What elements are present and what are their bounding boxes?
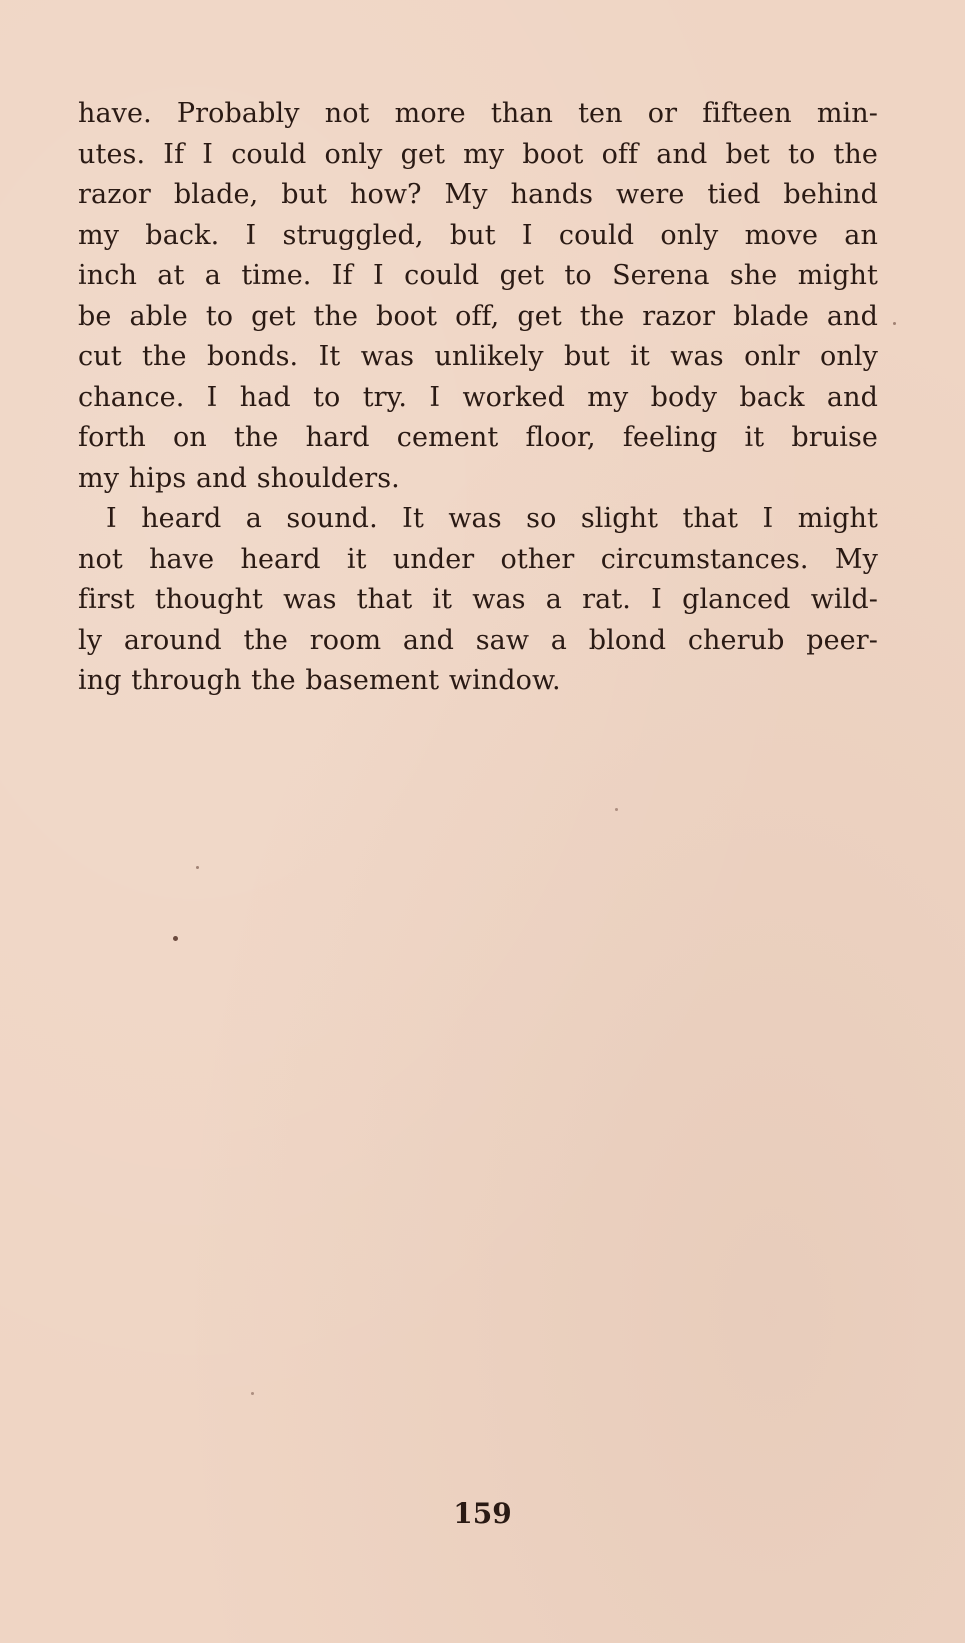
- page-number: 159: [453, 1497, 512, 1530]
- text-line: first thought was that it was a rat. I glanced wild-: [78, 584, 878, 615]
- text-line: I heard a sound. It was so slight that I might: [106, 503, 878, 534]
- text-line: ing through the basement window.: [78, 665, 561, 696]
- paper-speck: [893, 322, 896, 325]
- text-line: chance. I had to try. I worked my body back and: [78, 381, 878, 413]
- paragraph-2: [78, 499, 878, 702]
- paper-speck: [251, 1392, 254, 1395]
- text-line: inch at a time. If I could get to Serena she might: [78, 260, 878, 291]
- text-line: not have heard it under other circumstances. My: [78, 543, 878, 575]
- text-line: my hips and shoulders.: [78, 462, 400, 494]
- text-line: cut the bonds. It was unlikely but it was onlr only: [78, 341, 878, 372]
- text-line: forth on the hard cement floor, feeling it bruise: [78, 422, 878, 453]
- paper-speck: [615, 808, 618, 811]
- text-line: razor blade, but how? My hands were tied behind: [78, 179, 878, 210]
- paper-speck: [173, 936, 178, 941]
- paper-speck: [196, 866, 199, 869]
- paragraph-1: [78, 94, 878, 499]
- text-line: utes. If I could only get my boot off and bet to the: [78, 138, 878, 170]
- text-line: have. Probably not more than ten or fifteen min-: [78, 98, 878, 129]
- body-text: [78, 94, 878, 702]
- text-line: my back. I struggled, but I could only move an: [78, 219, 878, 251]
- text-line: be able to get the boot off, get the razor blade and: [78, 300, 878, 332]
- text-line: ly around the room and saw a blond cherub peer-: [78, 624, 878, 656]
